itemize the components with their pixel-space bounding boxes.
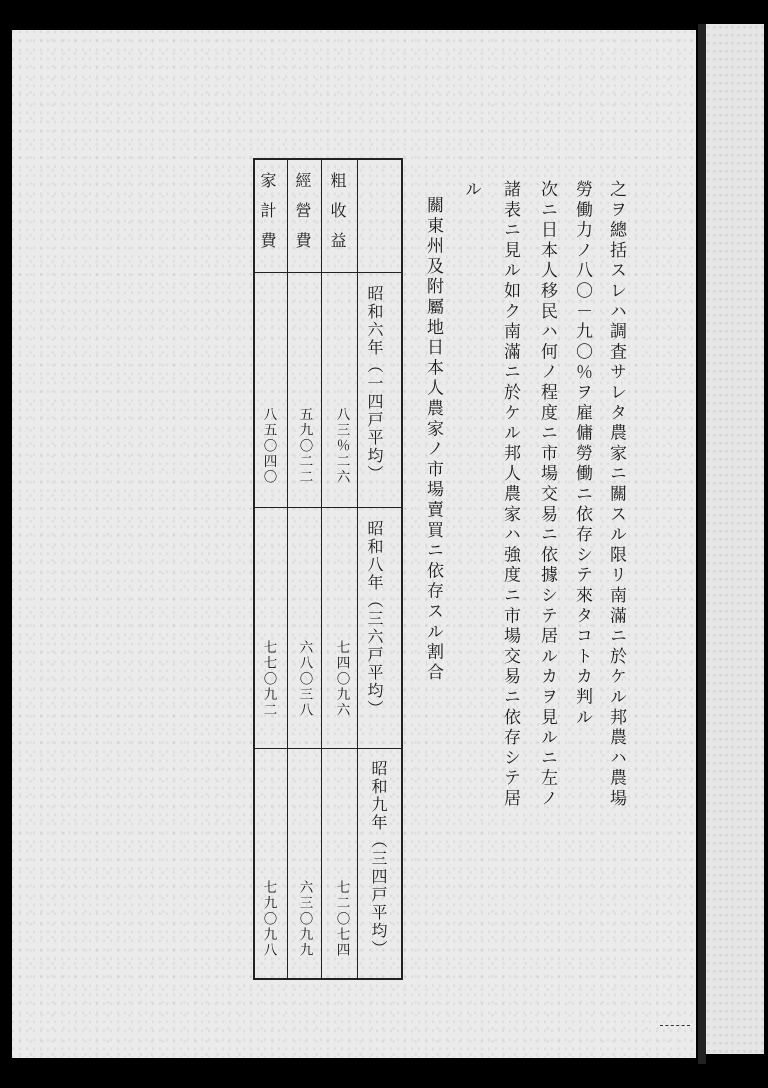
paragraph-line-1: 之ヲ總括スレハ調査サレタ農家ニ關スル限リ南滿ニ於ケル邦農ハ農場 (606, 180, 626, 810)
column-separator-2 (253, 748, 403, 749)
row-label-operating-cost: 經營費 (293, 172, 312, 262)
header-column-rule (357, 158, 358, 980)
cell-showa9-household-cost: 七九〇九八 (260, 880, 277, 959)
adjacent-page-edge (706, 24, 764, 1054)
row-label-household-cost: 家計費 (258, 172, 277, 262)
paragraph-line-5: ル (461, 180, 481, 201)
table-bottom-rule (253, 978, 403, 980)
paragraph-line-4: 諸表ニ見ル如ク南滿ニ於ケル邦人農家ハ強度ニ市場交易ニ依存シテ居 (500, 180, 520, 810)
stray-mark (660, 1025, 690, 1027)
cell-showa9-gross-income: 七二〇七四 (333, 880, 350, 959)
document-page (12, 30, 696, 1058)
paragraph-line-3: 次ニ日本人移民ハ何ノ程度ニ市場交易ニ依據シテ居ルカヲ見ルニ左ノ (537, 180, 557, 810)
cell-showa6-household-cost: 八五〇四〇 (260, 407, 277, 486)
paragraph-line-2: 勞働力ノ八〇－九〇％ヲ雇傭勞働ニ依存シテ來タコトカ判ル (572, 180, 592, 729)
row-label-gross-income: 粗收益 (328, 172, 347, 262)
cell-showa8-gross-income: 七四〇九六 (333, 640, 350, 719)
column-header-showa-9: 昭和九年（三四戸平均） (369, 760, 388, 958)
cell-showa8-household-cost: 七七〇九二 (260, 640, 277, 719)
row-separator-rule-2 (321, 158, 322, 980)
page-gutter (698, 24, 706, 1064)
column-header-showa-6: 昭和六年（一四戸平均） (365, 285, 384, 483)
cell-showa8-operating-cost: 六八〇三八 (296, 640, 313, 719)
table-title: 關東州及附屬地日本人農家ノ市場賣買ニ依存スル割合 (423, 196, 443, 684)
table-top-rule (253, 158, 403, 160)
cell-showa6-gross-income: 八三％二六 (333, 407, 350, 486)
column-header-showa-8: 昭和八年（三六戸平均） (365, 520, 384, 718)
cell-showa6-operating-cost: 五九〇二二 (296, 407, 313, 486)
row-separator-rule-1 (287, 158, 288, 980)
column-separator-1 (253, 507, 403, 508)
cell-showa9-operating-cost: 六三〇九九 (296, 880, 313, 959)
header-separator-rule (253, 272, 403, 273)
table-left-rule (253, 158, 255, 980)
table-right-rule (401, 158, 403, 980)
